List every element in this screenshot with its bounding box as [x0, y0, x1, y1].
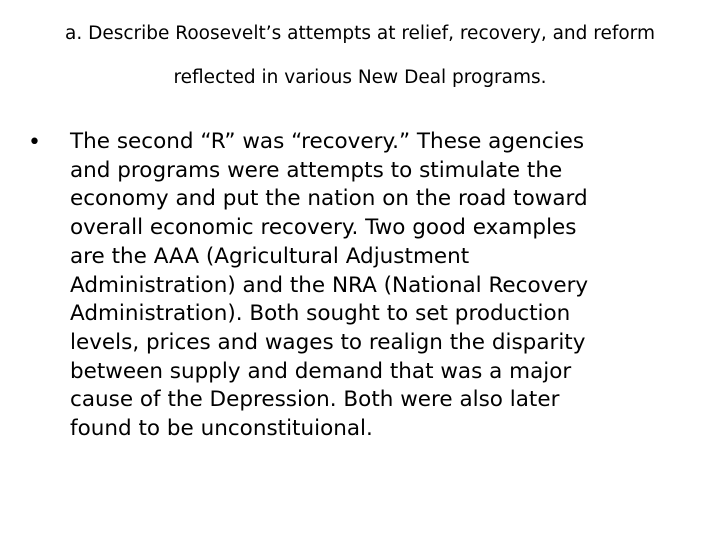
bullet-text-line: Administration) and the NRA (National Recovery: [70, 272, 589, 298]
slide-title-line-2: reflected in various New Deal programs.: [173, 67, 547, 88]
bullet-text-line: found to be unconstituional.: [70, 416, 373, 442]
slide-title-line-1: a. Describe Roosevelt’s attempts at relief, recovery, and reform: [65, 23, 655, 44]
bullet-text-line: are the AAA (Agricultural Adjustment: [70, 243, 470, 269]
bullet-text-line: The second “R” was “recovery.” These agencies: [70, 129, 585, 154]
bullet-text-line: overall economic recovery. Two good examples: [70, 215, 577, 241]
bullet-text-line: economy and put the nation on the road toward: [70, 186, 588, 212]
bullet-text-line: and programs were attempts to stimulate the: [70, 157, 563, 183]
bullet-text: [70, 128, 710, 444]
bullet-text-line: levels, prices and wages to realign the disparity: [70, 329, 586, 355]
bullet-text-line: between supply and demand that was a major: [70, 358, 572, 384]
bullet-marker: •: [28, 130, 41, 155]
bullet-text-line: cause of the Depression. Both were also later: [70, 387, 560, 413]
bullet-text-line: Administration). Both sought to set production: [70, 301, 571, 327]
